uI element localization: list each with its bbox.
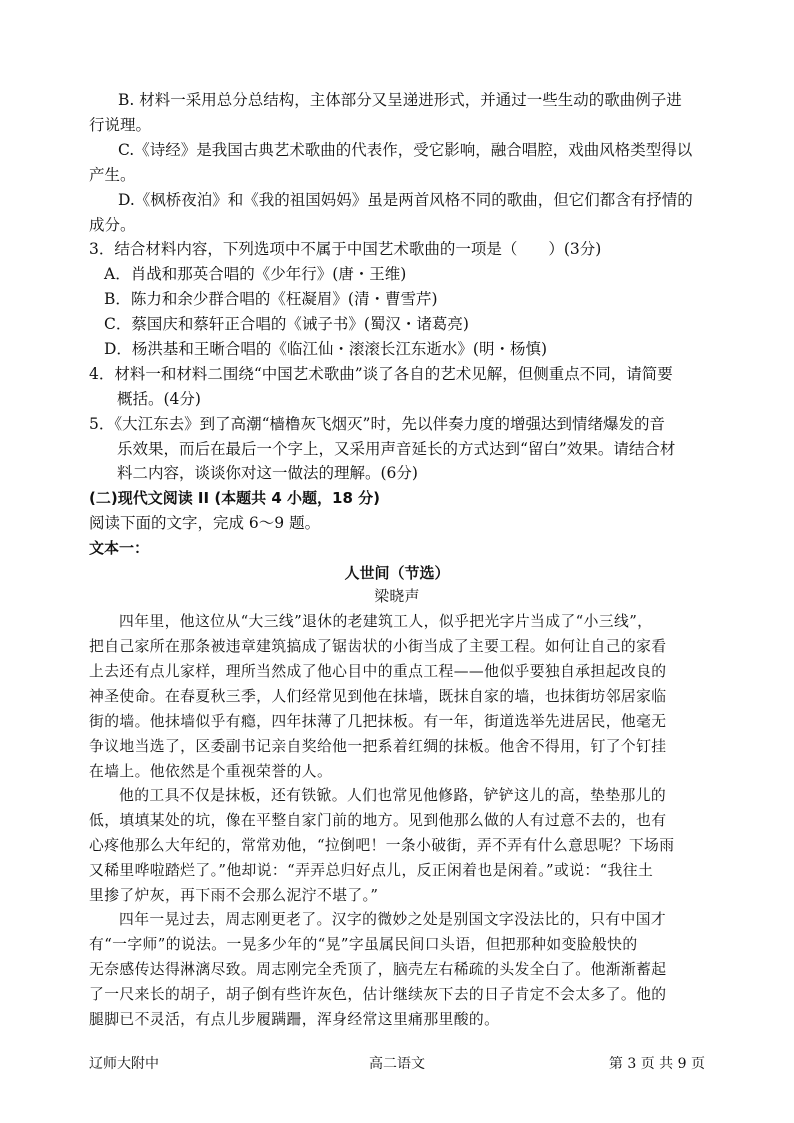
- option-b-line-2: 行说理。: [89, 116, 152, 134]
- question-5-line-1: 5．《大江东去》到了高潮“樯橹灰飞烟灭”时，先以伴奏力度的增强达到情绪爆发的音: [89, 415, 665, 433]
- article-line: 在墙上。他依然是个重视荣誉的人。: [89, 763, 333, 780]
- article-line: 街的墙。他抹墙似乎有瘾，四年抹薄了几把抹板。有一年，街道选举先进居民，他毫无: [89, 713, 667, 730]
- article-line: 又稀里哗啦踏烂了。”他却说：“弄弄总归好点儿，反正闲着也是闲着。”或说：“我往土: [89, 862, 654, 879]
- option-c-line-2: 产生。: [89, 166, 136, 184]
- article-line: 把自己家所在那条被违章建筑搞成了锯齿状的小街当成了主要工程。如何让自己的家看: [89, 638, 667, 655]
- article-line: 心疼他那么大年纪的，常常劝他，“拉倒吧！一条小破街，弄不弄有什么意思呢？下场雨: [89, 837, 675, 854]
- question-3-option-a: A．肖战和那英合唱的《少年行》(唐・王维): [104, 265, 407, 283]
- text-label: 文本一：: [89, 539, 150, 557]
- article-line: 他的工具不仅是抹板，还有铁锨。人们也常见他修路，铲铲这儿的高，垫垫那儿的: [119, 787, 667, 804]
- footer-school: 辽师大附中: [89, 1056, 159, 1072]
- option-d-line-2: 成分。: [89, 216, 136, 234]
- article-line: 腿脚已不灵活，有点儿步履蹒跚，浑身经常这里痛那里酸的。: [89, 1011, 500, 1028]
- article-line: 四年里，他这位从“大三线”退休的老建筑工人，似乎把光字片当成了“小三线”，: [119, 613, 653, 630]
- question-3-option-d: D．杨洪基和王晰合唱的《临江仙・滚滚长江东逝水》(明・杨慎): [104, 340, 548, 358]
- section-instruction: 阅读下面的文字，完成 6～9 题。: [89, 514, 321, 532]
- article-line: 无奈感传达得淋漓尽致。周志刚完全秃顶了，脑壳左右稀疏的头发全白了。他渐渐蓄起: [89, 961, 667, 978]
- section-heading: (二)现代文阅读 II (本题共 4 小题，18 分): [89, 489, 381, 507]
- article-line: 争议地当选了，区委副书记亲自奖给他一把系着红绸的抹板。他舍不得用，钉了个钉挂: [89, 738, 667, 755]
- question-5-line-3: 料二内容，谈谈你对这一做法的理解。(6分): [117, 464, 418, 482]
- article-line: 有“一字师”的说法。一晃多少年的“晃”字虽属民间口头语，但把那种如变脸般快的: [89, 936, 638, 953]
- question-4-line-1: 4．材料一和材料二围绕“中国艺术歌曲”谈了各自的艺术见解，但侧重点不同，请简要: [89, 365, 673, 383]
- article-line: 了一尺来长的胡子，胡子倒有些许灰色，估计继续灰下去的日子肯定不会太多了。他的: [89, 986, 667, 1003]
- question-5-line-2: 乐效果，而后在最后一个字上，又采用声音延长的方式达到“留白”效果。请结合材: [117, 440, 676, 458]
- question-3-option-c: C．蔡国庆和蔡轩正合唱的《诫子书》(蜀汉・诸葛亮): [104, 315, 469, 333]
- question-3-stem: 3．结合材料内容，下列选项中不属于中国艺术歌曲的一项是（ ）(3分): [89, 240, 602, 258]
- option-c-line-1: C.《诗经》是我国古典艺术歌曲的代表作，受它影响，融合唱腔，戏曲风格类型得以: [118, 141, 693, 159]
- article-line: 里掺了炉灰，再下雨不会那么泥泞不堪了。”: [89, 887, 379, 904]
- footer-subject: 高二语文: [369, 1056, 425, 1072]
- article-line: 低，填填某处的坑，像在平整自家门前的地方。见到他那么做的人有过意不去的，也有: [89, 812, 667, 829]
- article-line: 上去还有点儿家样，理所当然成了他心目中的重点工程——他似乎要独自承担起改良的: [89, 663, 667, 680]
- article-line: 四年一晃过去，周志刚更老了。汉字的微妙之处是别国文字没法比的，只有中国才: [119, 911, 667, 928]
- question-3-option-b: B．陈力和余少群合唱的《枉凝眉》(清・曹雪芹): [104, 290, 438, 308]
- footer-page-number: 第 3 页 共 9 页: [608, 1056, 705, 1072]
- article-author: 梁晓声: [374, 588, 420, 605]
- option-d-line-1: D.《枫桥夜泊》和《我的祖国妈妈》虽是两首风格不同的歌曲，但它们都含有抒情的: [118, 191, 693, 209]
- article-title: 人世间（节选）: [344, 564, 450, 582]
- article-line: 神圣使命。在春夏秋三季，人们经常见到他在抹墙，既抹自家的墙，也抹街坊邻居家临: [89, 688, 667, 705]
- option-b-line-1: B. 材料一采用总分总结构，主体部分又呈递进形式，并通过一些生动的歌曲例子进: [118, 91, 682, 109]
- question-4-line-2: 概括。(4分): [117, 390, 201, 408]
